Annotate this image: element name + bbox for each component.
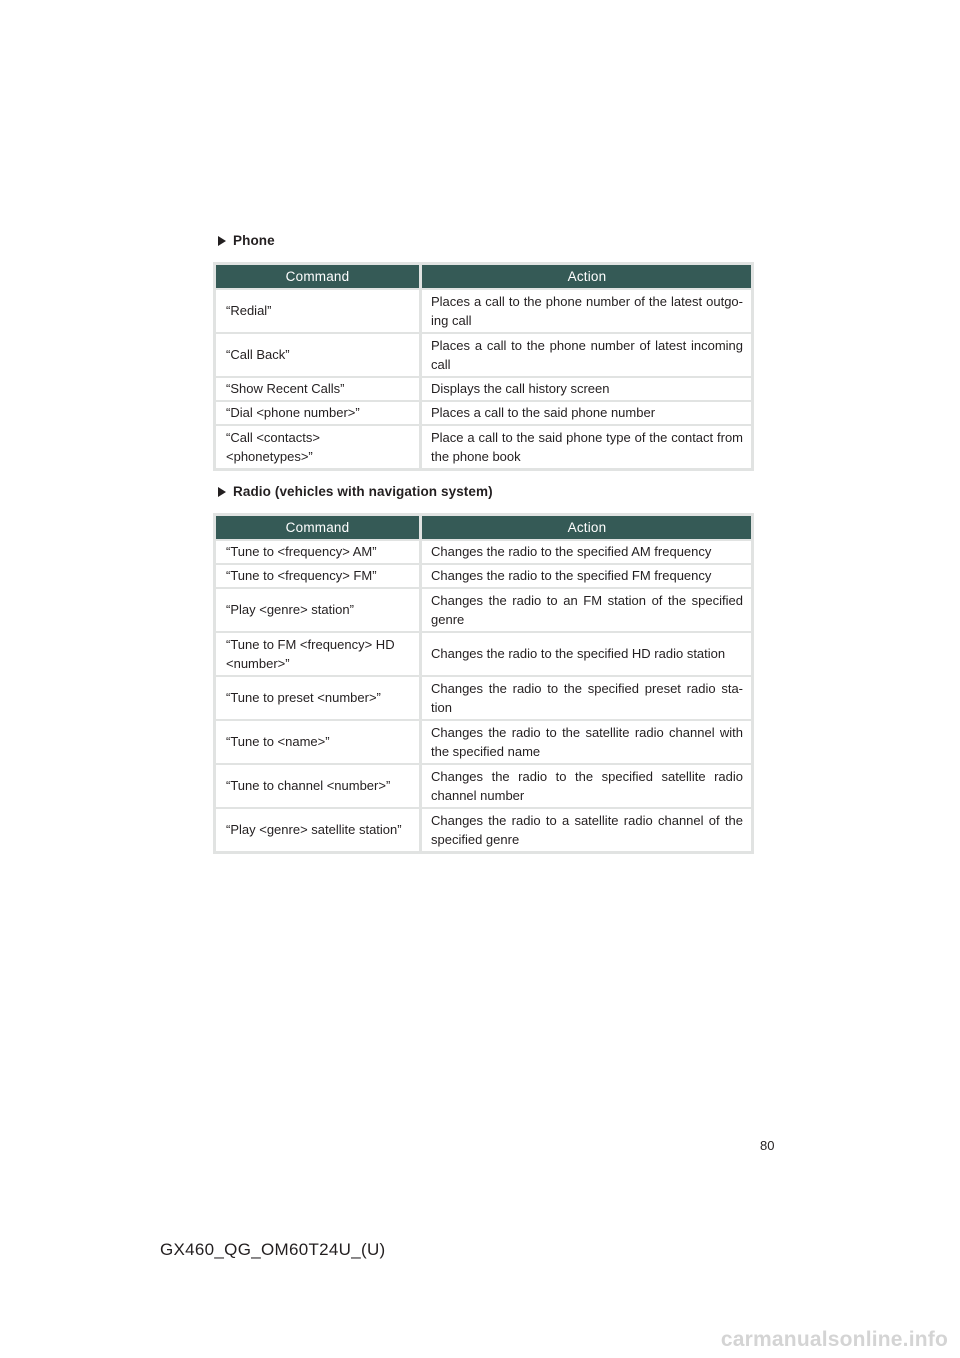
command-cell: “Call Back”	[216, 334, 419, 376]
action-cell: Changes the radio to the satellite radio channel with the specified name	[422, 721, 751, 763]
action-cell: Displays the call history screen	[422, 378, 751, 400]
action-cell: Changes the radio to a satellite radio channel of the specified genre	[422, 809, 751, 851]
command-cell: “Play <genre> satellite station”	[216, 809, 419, 851]
triangle-bullet-icon	[218, 236, 226, 246]
table-row	[216, 589, 751, 631]
table-row	[216, 565, 751, 587]
page-number: 80	[760, 1138, 775, 1153]
action-column-header: Action	[422, 265, 751, 288]
action-cell: Changes the radio to an FM station of the specified genre	[422, 589, 751, 631]
action-cell: Changes the radio to the specified preset radio sta-tion	[422, 677, 751, 719]
action-cell: Places a call to the phone number of the latest outgo-ing call	[422, 290, 751, 332]
triangle-bullet-icon	[218, 487, 226, 497]
action-cell: Changes the radio to the specified satellite radio channel number	[422, 765, 751, 807]
table-row	[216, 721, 751, 763]
radio-section-heading	[218, 484, 493, 499]
command-cell: “Tune to FM <frequency> HD <number>”	[216, 633, 419, 675]
action-cell: Place a call to the said phone type of the contact from the phone book	[422, 426, 751, 468]
radio-command-table	[213, 513, 754, 854]
table-header-row	[216, 516, 751, 539]
table-row	[216, 809, 751, 851]
command-column-header: Command	[216, 265, 419, 288]
action-cell: Places a call to the said phone number	[422, 402, 751, 424]
command-cell: “Tune to channel <number>”	[216, 765, 419, 807]
phone-heading-text: Phone	[233, 233, 275, 248]
command-cell: “Play <genre> station”	[216, 589, 419, 631]
table-row	[216, 334, 751, 376]
table-row	[216, 378, 751, 400]
table-row	[216, 426, 751, 468]
command-cell: “Redial”	[216, 290, 419, 332]
command-cell: “Tune to <name>”	[216, 721, 419, 763]
command-column-header: Command	[216, 516, 419, 539]
table-header-row	[216, 265, 751, 288]
table-row	[216, 633, 751, 675]
command-cell: “Tune to <frequency> AM”	[216, 541, 419, 563]
table-row	[216, 765, 751, 807]
command-cell: “Dial <phone number>”	[216, 402, 419, 424]
action-cell: Places a call to the phone number of latest incoming call	[422, 334, 751, 376]
action-cell: Changes the radio to the specified HD radio station	[422, 633, 751, 675]
table-row	[216, 402, 751, 424]
action-column-header: Action	[422, 516, 751, 539]
command-cell: “Show Recent Calls”	[216, 378, 419, 400]
table-row	[216, 541, 751, 563]
document-code: GX460_QG_OM60T24U_(U)	[160, 1240, 386, 1259]
command-cell: “Tune to <frequency> FM”	[216, 565, 419, 587]
command-cell: “Call <contacts> <phonetypes>”	[216, 426, 419, 468]
watermark-text: carmanualsonline.info	[720, 1328, 948, 1351]
action-cell: Changes the radio to the specified FM frequency	[422, 565, 751, 587]
command-cell: “Tune to preset <number>”	[216, 677, 419, 719]
radio-heading-text: Radio (vehicles with navigation system)	[233, 484, 493, 499]
phone-command-table	[213, 262, 754, 471]
action-cell: Changes the radio to the specified AM frequency	[422, 541, 751, 563]
table-row	[216, 677, 751, 719]
phone-section-heading	[218, 233, 275, 248]
table-row	[216, 290, 751, 332]
